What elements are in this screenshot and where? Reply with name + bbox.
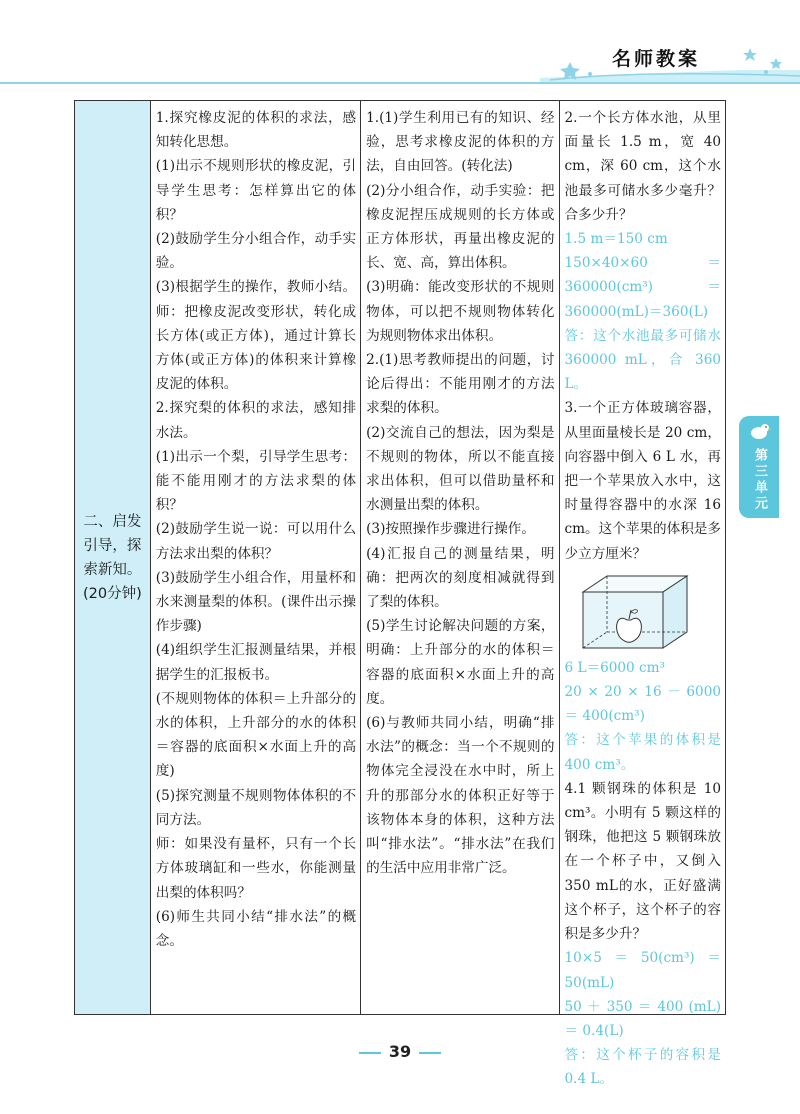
teacher-paragraph: (1)出示一个梨，引导学生思考：能不能用刚才的方法求梨的体积？ xyxy=(155,448,357,514)
answer-line: 6 L＝6000 cm³ xyxy=(564,659,665,676)
answer-line: 答：这个水池最多可储水 360000 mL，合 360 L。 xyxy=(564,327,721,393)
answer-line: 答：这个杯子的容积是 0.4 L。 xyxy=(564,1047,721,1088)
student-paragraph: (3)按照操作步骤进行操作。 xyxy=(366,521,535,538)
teacher-paragraph: (6)师生共同小结“排水法”的概念。 xyxy=(155,908,357,949)
answer-line: 1.5 m＝150 cm xyxy=(564,231,668,248)
bird-icon xyxy=(747,420,771,442)
teacher-paragraph: (5)探究测量不规则物体体积的不同方法。 xyxy=(155,787,357,828)
page-number-dash xyxy=(359,1052,381,1054)
stage-label xyxy=(83,510,142,606)
student-paragraph: (5)学生讨论解决问题的方案，明确：上升部分的水的体积＝容器的底面积×水面上升的高度。 xyxy=(366,618,555,707)
stage-line: 索新知。 xyxy=(83,561,142,578)
teacher-paragraph: (3)根据学生的操作，教师小结。师：把橡皮泥改变形状，转化成长方体(或正方体)，通过计算长方体(或正方体)的体积来计算橡皮泥的体积。 xyxy=(155,279,357,393)
teacher-paragraph: 师：如果没有量杯，只有一个长方体玻璃缸和一些水，你能测量出梨的体积吗？ xyxy=(155,836,357,901)
teacher-paragraph: (3)鼓励学生小组合作，用量杯和水来测量梨的体积。(课件出示操作步骤) xyxy=(155,569,357,635)
student-paragraph: (3)明确：能改变形状的不规则物体，可以把不规则物体转化为规则物体求出体积。 xyxy=(366,279,555,344)
answer-line: 10×5＝50(cm³)＝50(mL) xyxy=(564,950,721,991)
student-paragraph: (2)分小组合作，动手实验：把橡皮泥捏压成规则的长方体或正方体形状，再量出橡皮泥的长、宽、高，算出体积。 xyxy=(366,182,555,272)
stage-line: 引导，探 xyxy=(83,537,142,554)
header-rule xyxy=(0,82,800,84)
answer-line: 20 × 20 × 16 － 6000 ＝ 400(cm³) xyxy=(564,684,721,725)
unit-side-tab xyxy=(739,416,779,518)
question-3: 3.一个正方体玻璃容器，从里面量棱长是 20 cm，向容器中倒入 6 L 水，再把一个苹果放入水中，这时量得容器中的水深 16 cm。这个苹果的体积是多少立方厘米？ xyxy=(564,400,721,562)
unit-label: 第三单元 xyxy=(752,448,767,512)
teacher-paragraph: 2.探究梨的体积的求法，感知排水法。 xyxy=(155,400,357,441)
answer-line: 150×40×60＝360000(cm³)＝360000(mL)＝360(L) xyxy=(564,255,721,320)
student-paragraph: (6)与教师共同小结，明确“排水法”的概念：当一个不规则的物体完全浸没在水中时，所上升的那部分水的体积正好等于该物体本身的体积，这种方法叫“排水法”。“排水法”在我们的生活中应用非常广泛。 xyxy=(366,715,555,877)
page-number-dash xyxy=(419,1052,441,1054)
header-title: 名师教案 xyxy=(612,48,701,70)
stage-line: (20分钟) xyxy=(83,585,142,602)
teacher-activity-column xyxy=(151,101,361,1014)
student-activity-column xyxy=(361,101,559,1014)
answer-line: 50 ＋ 350 ＝ 400 (mL) ＝ 0.4(L) xyxy=(564,998,721,1039)
question-4: 4.1 颗钢珠的体积是 10 cm³。小明有 5 颗这样的钢珠，他把这 5 颗钢珠放在一个杯子中，又倒入350 mL的水，正好盛满这个杯子，这个杯子的容积是多少升？ xyxy=(564,780,721,943)
teacher-paragraph: (不规则物体的体积＝上升部分的水的体积，上升部分的水的体积＝容器的底面积×水面上升的高度) xyxy=(155,690,357,780)
page-number xyxy=(0,1042,800,1061)
teacher-paragraph: (2)鼓励学生分小组合作，动手实验。 xyxy=(155,231,357,272)
teacher-paragraph: (2)鼓励学生说一说：可以用什么方法求出梨的体积？ xyxy=(155,521,357,562)
stage-line: 二、启发 xyxy=(83,513,142,530)
stage-column xyxy=(75,101,151,1014)
answer-line: 答：这个苹果的体积是 400 cm³。 xyxy=(564,732,721,773)
student-paragraph: 1.(1)学生利用已有的知识、经验，思考求橡皮泥的体积的方法，自由回答。(转化法) xyxy=(366,110,555,175)
student-paragraph: (2)交流自己的想法，因为梨是不规则的物体，所以不能直接求出体积，但可以借助量杯和水测量出梨的体积。 xyxy=(366,424,555,514)
page-number-value: 39 xyxy=(388,1042,412,1061)
cube-apple-illustration xyxy=(577,572,697,652)
teacher-paragraph: 1.探究橡皮泥的体积的求法，感知转化思想。 xyxy=(155,110,357,151)
teacher-paragraph: (1)出示不规则形状的橡皮泥，引导学生思考：怎样算出它的体积？ xyxy=(155,158,357,223)
teacher-paragraph: (4)组织学生汇报测量结果，并根据学生的汇报板书。 xyxy=(155,642,357,683)
practice-column xyxy=(560,101,725,1088)
student-paragraph: (4)汇报自己的测量结果，明确：把两次的刻度相减就得到了梨的体积。 xyxy=(366,545,555,611)
question-2: 2.一个长方体水池，从里面量长 1.5 m，宽 40 cm，深 60 cm，这个水池最多可储水多少毫升？合多少升？ xyxy=(564,110,721,223)
student-paragraph: 2.(1)思考教师提出的问题，讨论后得出：不能用刚才的方法求梨的体积。 xyxy=(366,352,555,417)
